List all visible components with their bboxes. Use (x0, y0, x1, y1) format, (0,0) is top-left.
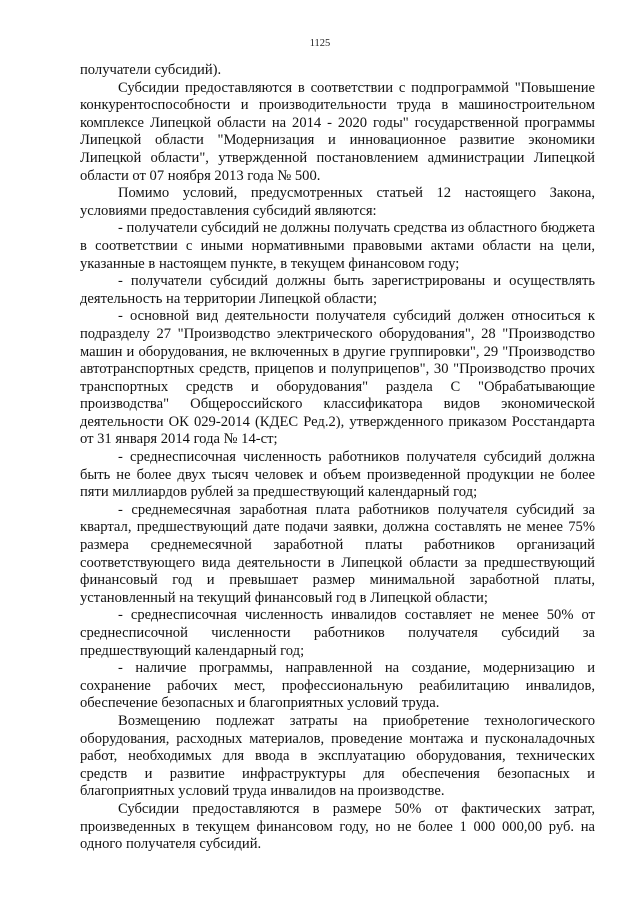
condition-disabled-employees: - среднесписочная численность инвалидов составляет не менее 50% от среднесписочной численности работников получателя субсидий за предшествующий календарный год; (80, 607, 595, 659)
condition-headcount-limit: - среднесписочная численность работников получателя субсидий должна быть не более двух тысяч человек и объем произведенной продукции не более пяти миллиардов рублей за предшествующий календарный год; (80, 449, 595, 501)
paragraph-subprogram-reference: Субсидии предоставляются в соответствии с подпрограммой "Повышение конкурентоспособности и производительности труда в машиностроительном комплексе Липецкой области на 2014 - 2020 годы" государственной программы Липецкой области "Модернизация и инновационное развитие экономики Липецкой области", утвержденной постановлением администрации Липецкой области от 07 ноября 2013 года № 500. (80, 79, 595, 184)
page-number: 1125 (309, 38, 331, 49)
paragraph-conditions-intro: Помимо условий, предусмотренных статьей 12 настоящего Закона, условиями предоставления субсидий являются: (80, 185, 595, 219)
condition-registration: - получатели субсидий должны быть зарегистрированы и осуществлять деятельность на территории Липецкой области; (80, 273, 595, 307)
paragraph-continuation: получатели субсидий). (80, 62, 222, 78)
condition-average-salary: - среднемесячная заработная плата работников получателя субсидий за квартал, предшествующий дате подачи заявки, должна составлять не менее 75% размера среднемесячной заработной платы работников организаций соответствующего вида деятельности в Липецкой области за предшествующий финансовый год и превышает размер минимальной заработной платы, установленный на текущий финансовый год в Липецкой области; (80, 501, 595, 606)
paragraph-subsidy-amount: Субсидии предоставляются в размере 50% от фактических затрат, произведенных в текущем финансовом году, но не более 1 000 000,00 руб. на одного получателя субсидий. (80, 800, 595, 853)
condition-activity-type: - основной вид деятельности получателя субсидий должен относиться к подразделу 27 "Производство электрического оборудования", 28 "Производство машин и оборудования, не включенных в другие группировки", 29 "Производство автотранспортных средств, прицепов и полуприцепов", 30 "Производство прочих транспортных средств и оборудования" раздела С "Обрабатывающие производства" Общероссийского классификатора видов экономической деятельности ОК 029-2014 (КДЕС Ред.2), утвержденного приказом Росстандарта от 31 января 2014 года № 14-ст; (80, 308, 595, 448)
paragraph-reimbursable-costs: Возмещению подлежат затраты на приобретение технологического оборудования, расходных материалов, проведение монтажа и пусконаладочных работ, необходимых для ввода в эксплуатацию оборудования, технических средств и развитие инфраструктуры для обеспечения безопасных и благоприятных условий труда инвалидов на производстве. (80, 712, 595, 800)
condition-no-other-funding: - получатели субсидий не должны получать средства из областного бюджета в соответствии с иными нормативными правовыми актами области на цели, указанные в настоящем пункте, в текущем финансовом году; (80, 220, 595, 272)
document-body (80, 62, 595, 854)
condition-program: - наличие программы, направленной на создание, модернизацию и сохранение рабочих мест, профессиональную реабилитацию инвалидов, обеспечение безопасных и благоприятных условий труда. (80, 660, 595, 712)
